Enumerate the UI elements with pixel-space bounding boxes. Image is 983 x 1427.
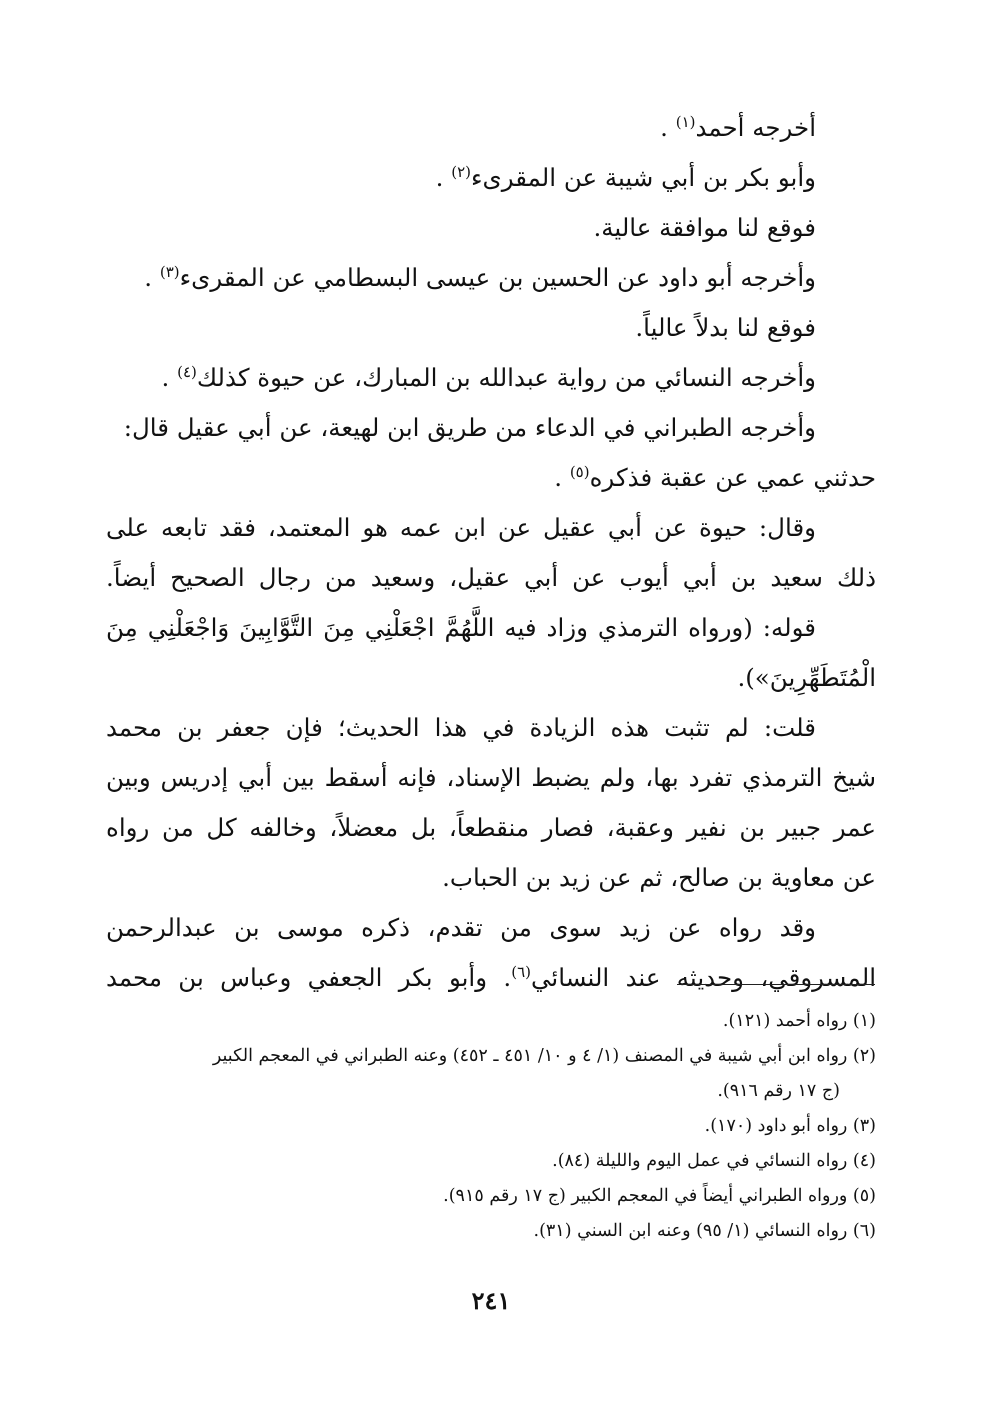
footnote-ref-4: (٤) [177,363,197,381]
text-span: وأخرجه النسائي من رواية عبدالله بن المبارك، عن حيوة كذلك [196,363,816,392]
text-line-6 [106,353,876,403]
text-span: وأخرجه أبو داود عن الحسين بن عيسى البسطامي عن المقرىء [179,263,816,292]
text-line-10: ذلك سعيد بن أبي أيوب عن أبي عقيل، وسعيد من رجال الصحيح أيضاً. [106,563,876,592]
text-line-9: وقال: حيوة عن أبي عقيل عن ابن عمه هو المعتمد، فقد تابعه على [106,513,816,542]
text-line-17: وقد رواه عن زيد سوى من تقدم، ذكره موسى بن عبدالرحمن [106,913,816,942]
text-line-16: عن معاوية بن صالح، ثم عن زيد بن الحباب. [442,863,876,892]
footnote-2: (٢) رواه ابن أبي شيبة في المصنف (١/ ٤ و ١٠/ ٤٥١ ـ ٤٥٢) وعنه الطبراني في المعجم الكبير [212,1046,876,1066]
text-line-12: الْمُتَطَهِّرِينَ»). [737,663,876,692]
text-span: . [554,463,563,492]
text-line-5: فوقع لنا بدلاً عالياً. [635,313,816,342]
footnote-ref-3: (٣) [159,263,180,281]
text-line-15: عمر جبير بن نفير وعقبة، فصار منقطعاً، بل معضلاً، وخالفه كل من رواه [106,813,876,842]
footnote-separator [677,984,875,985]
footnote-ref-2: (٢) [451,163,471,181]
text-span: وأبو بكر بن أبي شيبة عن المقرىء [471,163,816,192]
text-line-18 [106,953,876,1003]
footnote-5: (٥) ورواه الطبراني أيضاً في المعجم الكبير (ج ١٧ رقم ٩١٥). [443,1186,876,1206]
text-span: المسروقي، وحديثه عند النسائي [531,963,876,992]
page-number: ٢٤١ [471,1286,511,1315]
footnote-ref-1: (١) [675,113,696,131]
footnote-1: (١) رواه أحمد (١٢١). [722,1011,876,1031]
footnote-2-continued: (ج ١٧ رقم ٩١٦). [717,1081,840,1101]
footnote-4: (٤) رواه النسائي في عمل اليوم والليلة (٨٤). [552,1151,876,1171]
text-line-7: وأخرجه الطبراني في الدعاء من طريق ابن لهيعة، عن أبي عقيل قال: [123,413,816,442]
text-line-14: شيخ الترمذي تفرد بها، ولم يضبط الإسناد، فإنه أسقط بين أبي إدريس وبين [106,763,876,792]
footnote-6: (٦) رواه النسائي (١/ ٩٥) وعنه ابن السني (٣١). [533,1221,876,1241]
text-line-11: قوله: (ورواه الترمذي وزاد فيه اللَّهُمَّ اجْعَلْنِي مِنَ التَّوَّابِينَ وَاجْعَلْنِي مِنَ [106,613,816,642]
main-text [106,103,876,1003]
text-span: . [144,263,153,292]
text-span: حدثني عمي عن عقبة فذكره [589,463,876,492]
text-span: . [660,113,668,142]
text-span: . وأبو بكر الجعفي وعباس بن محمد [106,963,512,992]
text-span: . [161,363,170,392]
text-line-3: فوقع لنا موافقة عالية. [593,213,816,242]
text-line-1 [106,103,876,153]
footnote-3: (٣) رواه أبو داود (١٧٠). [704,1116,876,1136]
text-line-2 [106,153,876,203]
text-span: . [435,163,444,192]
footnote-ref-6: (٦) [511,963,531,981]
text-line-4 [106,253,876,303]
footnote-ref-5: (٥) [569,463,590,481]
text-line-13: قلت: لم تثبت هذه الزيادة في هذا الحديث؛ فإن جعفر بن محمد [106,713,816,742]
text-line-8 [106,453,876,503]
text-span: أخرجه أحمد [695,113,816,142]
footnotes [106,1004,876,1249]
